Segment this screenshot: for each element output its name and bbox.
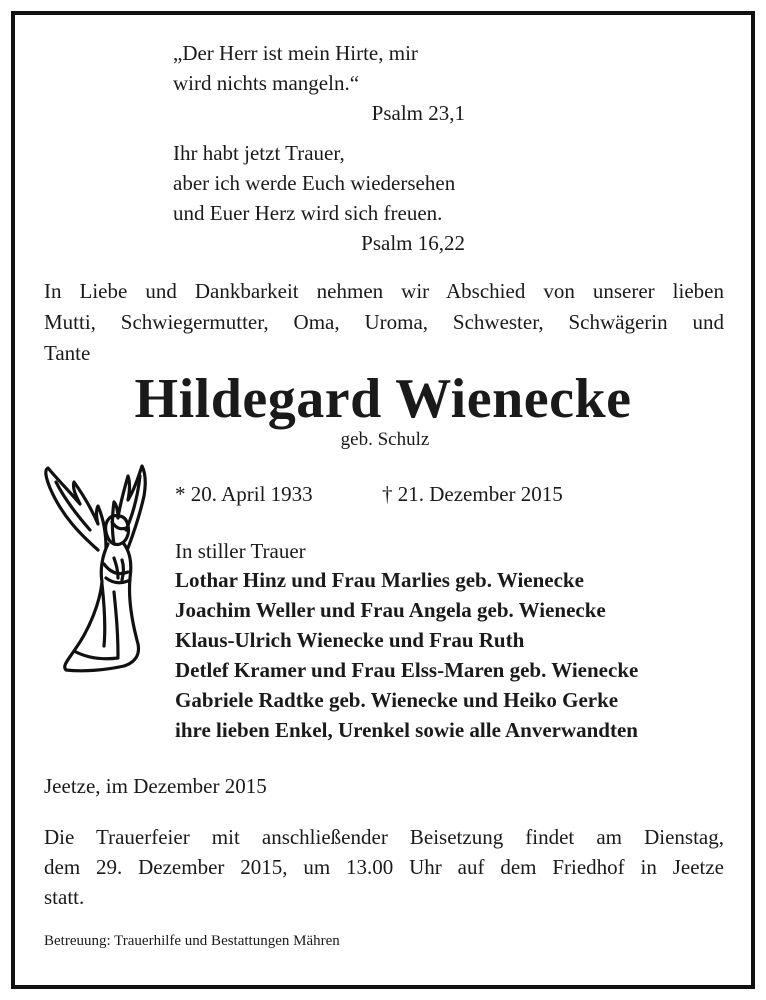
intro-line: Mutti, Schwiegermutter, Oma, Uroma, Schwester, Schwägerin und <box>44 310 724 334</box>
psalm-verse-2 <box>173 138 533 258</box>
verse-line: und Euer Herz wird sich freuen. <box>173 201 443 225</box>
verse-line: wird nichts mangeln.“ <box>173 71 360 95</box>
funeral-info <box>44 822 724 912</box>
psalm-verse-1 <box>173 38 533 128</box>
mourner-entry: Klaus-Ulrich Wienecke und Frau Ruth <box>175 628 525 652</box>
undertaker-credit: Betreuung: Trauerhilfe und Bestattungen Mähren <box>44 933 340 949</box>
mourner-entry: ihre lieben Enkel, Urenkel sowie alle Anverwandten <box>175 718 638 742</box>
mourning-label: In stiller Trauer <box>175 539 306 563</box>
mourner-entry: Lothar Hinz und Frau Marlies geb. Wienecke <box>175 568 584 592</box>
funeral-line: statt. <box>44 885 85 909</box>
mourner-entry: Gabriele Radtke geb. Wienecke und Heiko Gerke <box>175 688 619 712</box>
intro-text <box>44 276 724 369</box>
place-date: Jeetze, im Dezember 2015 <box>44 774 267 798</box>
death-date: † 21. Dezember 2015 <box>382 482 563 506</box>
verse-reference: Psalm 23,1 <box>371 101 465 125</box>
funeral-line: dem 29. Dezember 2015, um 13.00 Uhr auf dem Friedhof in Jeetze <box>44 855 724 879</box>
mourner-entry: Detlef Kramer und Frau Elss-Maren geb. Wienecke <box>175 658 639 682</box>
intro-line: Tante <box>44 341 91 365</box>
funeral-line: Die Trauerfeier mit anschließender Beisetzung findet am Dienstag, <box>44 825 724 849</box>
maiden-name: geb. Schulz <box>340 429 430 450</box>
verse-line: Ihr habt jetzt Trauer, <box>173 141 345 165</box>
birth-date: * 20. April 1933 <box>175 482 313 506</box>
verse-line: aber ich werde Euch wiedersehen <box>173 171 456 195</box>
angel-icon <box>40 452 162 684</box>
deceased-name: Hildegard Wienecke <box>134 368 632 430</box>
verse-line: „Der Herr ist mein Hirte, mir <box>173 41 418 65</box>
intro-line: In Liebe und Dankbarkeit nehmen wir Abschied von unserer lieben <box>44 279 724 303</box>
mourner-entry: Joachim Weller und Frau Angela geb. Wienecke <box>175 598 606 622</box>
verse-reference: Psalm 16,22 <box>361 231 465 255</box>
mourners-list <box>175 565 638 745</box>
